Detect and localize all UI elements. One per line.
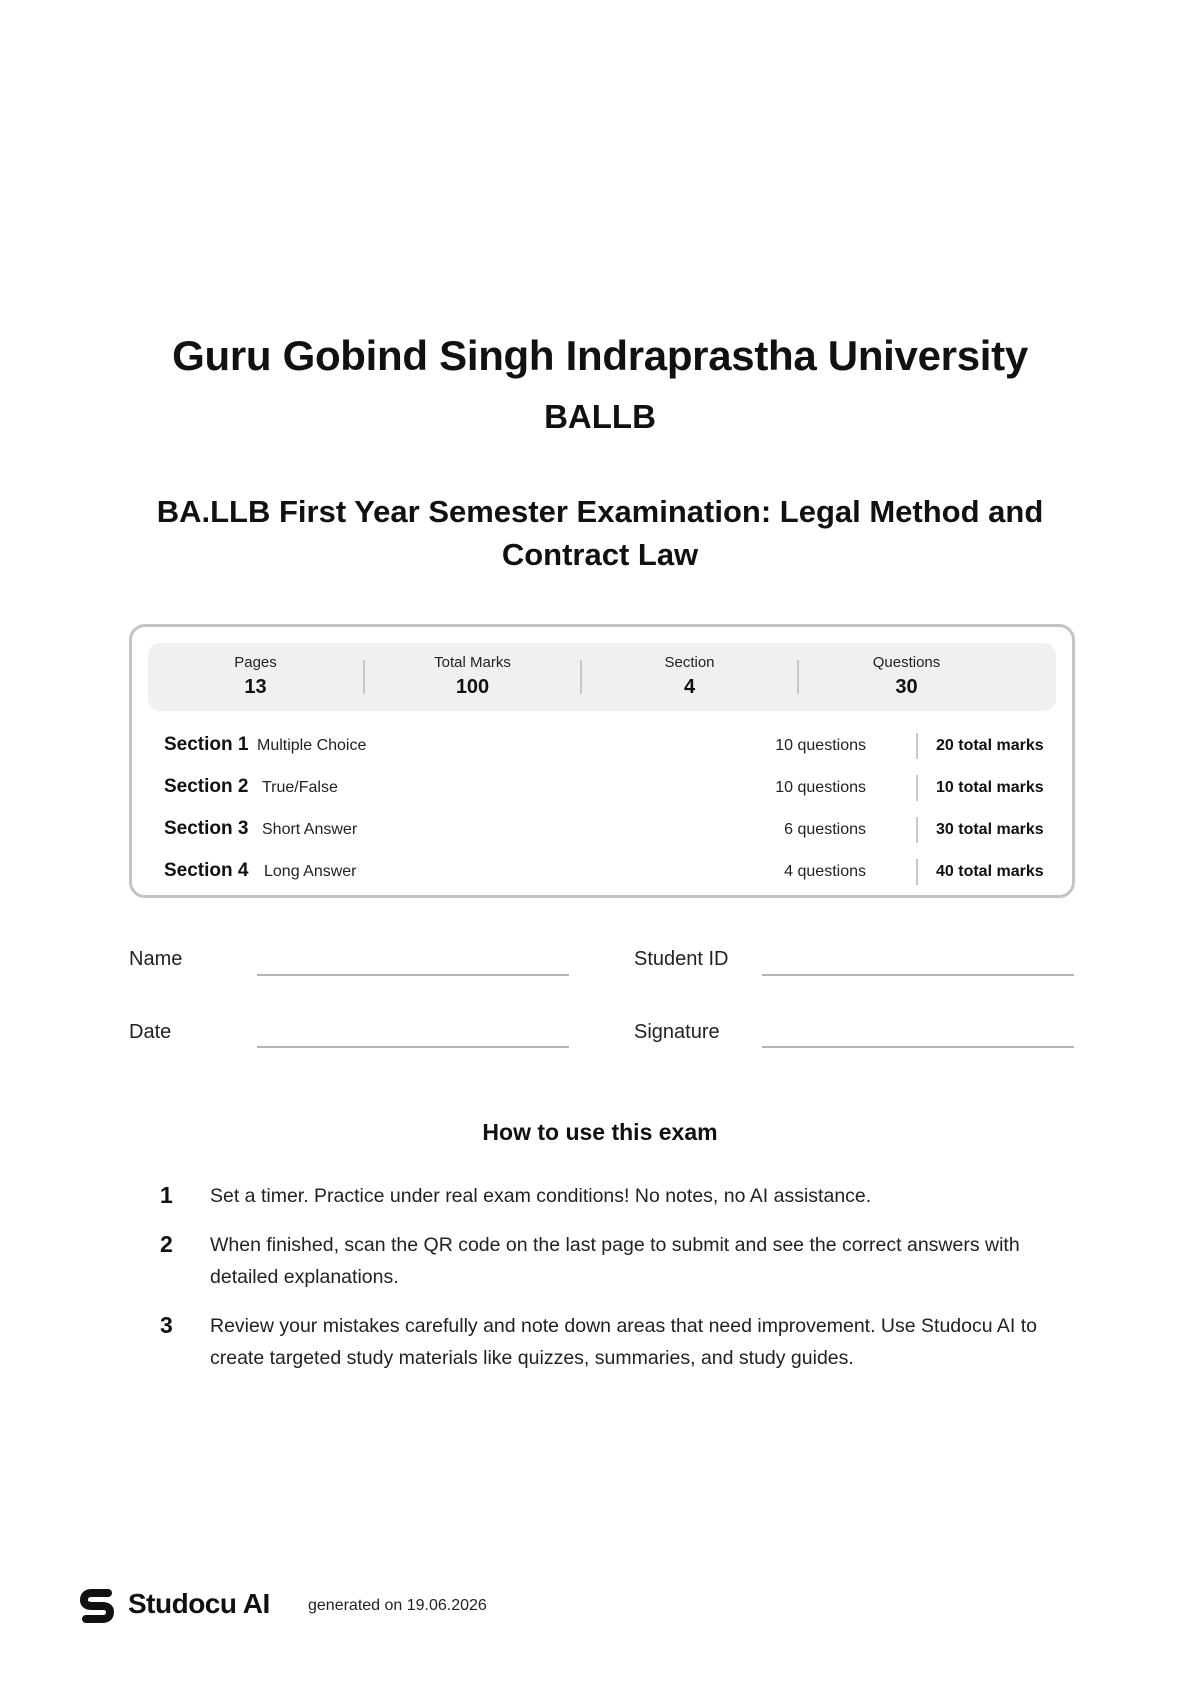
step-text: Set a timer. Practice under real exam conditions! No notes, no AI assistance.	[210, 1185, 872, 1207]
date-field[interactable]	[257, 1046, 569, 1048]
stat-value: 30	[895, 676, 918, 698]
stat-pages	[148, 653, 363, 701]
step-text: Review your mistakes carefully and note down areas that need improvement. Use Studocu AI to create targeted study materials like quizzes, summaries, and study guides.	[210, 1315, 1038, 1369]
stat-section	[582, 653, 797, 701]
stat-value: 4	[683, 676, 696, 698]
signature-label: Signature	[634, 1021, 720, 1043]
divider	[916, 775, 918, 801]
section-marks: 40 total marks	[936, 863, 1044, 880]
step-number: 1	[160, 1182, 173, 1208]
stat-value: 100	[455, 676, 490, 698]
section-question-count: 4 questions	[784, 863, 866, 880]
stat-label: Questions	[872, 654, 941, 671]
name-field[interactable]	[257, 974, 569, 976]
stat-questions	[799, 653, 1014, 701]
section-name: Section 4	[164, 860, 249, 881]
divider	[916, 733, 918, 759]
section-type: True/False	[262, 779, 338, 796]
stats-bar	[148, 643, 1056, 711]
stat-label: Section	[664, 654, 715, 671]
section-name: Section 1	[164, 734, 249, 755]
divider	[916, 859, 918, 885]
section-question-count: 10 questions	[775, 779, 866, 796]
stat-value: 13	[244, 676, 267, 698]
footer-brand: Studocu AI	[128, 1588, 270, 1619]
exam-title: BA.LLB First Year Semester Examination: Legal Method and Contract Law	[156, 494, 1044, 572]
section-marks: 10 total marks	[936, 779, 1044, 796]
divider	[916, 817, 918, 843]
section-question-count: 6 questions	[784, 821, 866, 838]
section-row-2	[164, 773, 1048, 803]
signature-field[interactable]	[762, 1046, 1074, 1048]
university-name: Guru Gobind Singh Indraprastha University	[172, 332, 1028, 379]
exam-summary-card	[129, 624, 1075, 898]
student-id-label: Student ID	[634, 948, 729, 970]
stat-label: Total Marks	[434, 654, 511, 671]
section-marks: 30 total marks	[936, 821, 1044, 838]
date-label: Date	[129, 1021, 172, 1043]
section-type: Multiple Choice	[257, 737, 367, 754]
section-name: Section 2	[164, 776, 249, 797]
section-question-count: 10 questions	[775, 737, 866, 754]
section-name: Section 3	[164, 818, 249, 839]
section-marks: 20 total marks	[936, 737, 1044, 754]
generated-date: generated on 19.06.2026	[308, 1597, 487, 1614]
section-type: Long Answer	[264, 863, 357, 880]
stat-label: Pages	[234, 654, 277, 671]
section-row-3	[164, 815, 1048, 845]
name-label: Name	[129, 948, 183, 970]
howto-heading: How to use this exam	[482, 1119, 718, 1145]
student-id-field[interactable]	[762, 974, 1074, 976]
stat-total-marks	[365, 653, 580, 701]
section-row-4	[164, 857, 1048, 887]
step-text: When finished, scan the QR code on the last page to submit and see the correct answers with detailed explanations.	[210, 1234, 1020, 1288]
section-type: Short Answer	[262, 821, 358, 838]
step-number: 3	[160, 1312, 173, 1338]
program-name: BALLB	[544, 398, 656, 435]
step-number: 2	[160, 1231, 173, 1257]
studocu-logo-icon	[78, 1585, 116, 1625]
section-row-1	[164, 731, 1048, 761]
